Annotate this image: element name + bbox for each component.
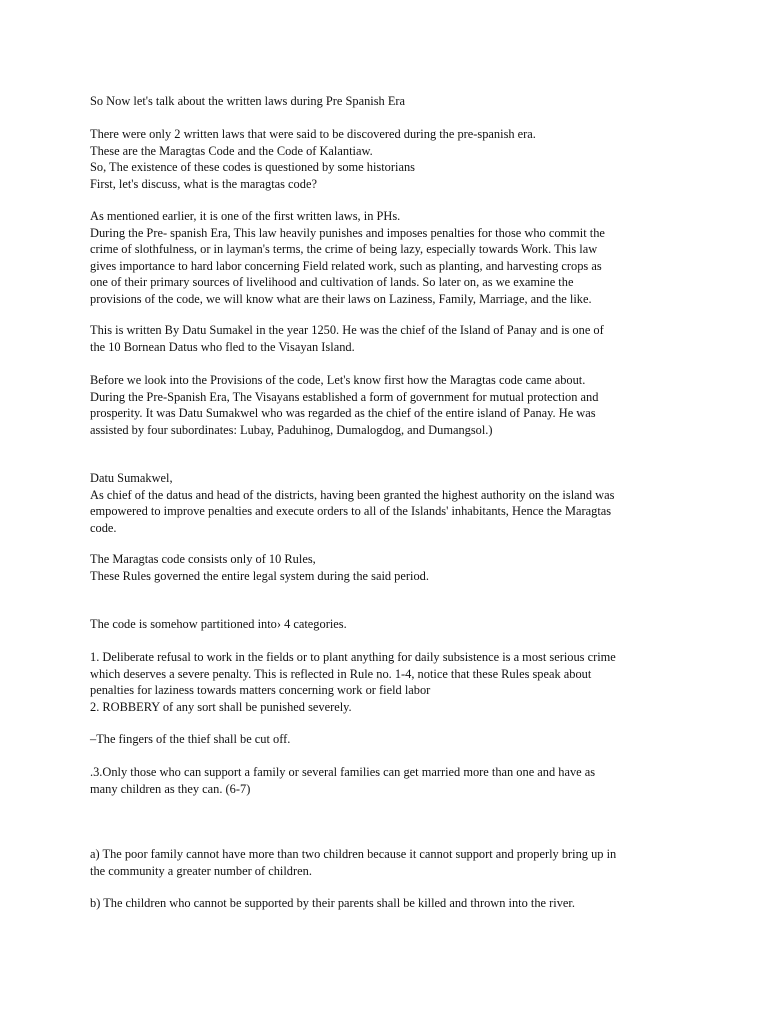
text-line: empowered to improve penalties and execute orders to all of the Islands' inhabitants, Hence the Maragtas xyxy=(90,504,612,518)
text-line: penalties for laziness towards matters concerning work or field labor xyxy=(90,683,431,697)
text-line: many children as they can. (6-7) xyxy=(90,781,251,796)
paragraph-item-a xyxy=(90,846,690,879)
text-line: –The fingers of the thief shall be cut off. xyxy=(90,732,291,746)
paragraph-first-written-law xyxy=(90,208,690,307)
paragraph-ten-rules xyxy=(90,551,690,584)
paragraph-intro xyxy=(90,93,690,110)
text-line: Datu Sumakwel, xyxy=(90,471,173,485)
paragraph-categories xyxy=(90,616,690,633)
text-line: There were only 2 written laws that were said to be discovered during the pre-spanish era. xyxy=(90,127,536,141)
text-line: the community a greater number of children. xyxy=(90,863,312,878)
text-line: 2. ROBBERY of any sort shall be punished severely. xyxy=(90,699,352,714)
text-line: provisions of the code, we will know what are their laws on Laziness, Family, Marriage, and the like. xyxy=(90,291,592,306)
paragraph-datu-sumakwel xyxy=(90,470,690,536)
text-line: The Maragtas code consists only of 10 Rules, xyxy=(90,552,316,566)
text-line: b) The children who cannot be supported by their parents shall be killed and thrown into the river. xyxy=(90,896,575,910)
text-line: During the Pre-Spanish Era, The Visayans established a form of government for mutual protection and xyxy=(90,389,599,404)
text-line: So Now let's talk about the written laws during Pre Spanish Era xyxy=(90,94,406,108)
text-line: The code is somehow partitioned into› 4 categories. xyxy=(90,617,347,631)
text-line: Before we look into the Provisions of the code, Let's know first how the Maragtas code came about. xyxy=(90,373,586,387)
text-line: which deserves a severe penalty. This is reflected in Rule no. 1-4, notice that these Rules speak about xyxy=(90,666,592,681)
text-line: So, The existence of these codes is questioned by some historians xyxy=(90,160,415,174)
text-line: a) The poor family cannot have more than two children because it cannot support and properly bring up in xyxy=(90,847,617,861)
text-line: assisted by four subordinates: Lubay, Paduhinog, Dumalogdog, and Dumangsol.) xyxy=(90,422,493,437)
text-line: During the Pre- spanish Era, This law heavily punishes and imposes penalties for those who commit the xyxy=(90,225,605,240)
text-line: prosperity. It was Datu Sumakwel who was regarded as the chief of the entire island of Panay. He was xyxy=(90,406,596,420)
text-line: This is written By Datu Sumakel in the year 1250. He was the chief of the Island of Panay and is one of xyxy=(90,323,604,337)
text-line: .3.Only those who can support a family or several families can get married more than one and have as xyxy=(90,765,596,779)
paragraph-rule-3 xyxy=(90,764,690,797)
text-line: As chief of the datus and head of the districts, having been granted the highest authority on the island was xyxy=(90,487,615,502)
paragraph-thief-penalty xyxy=(90,731,690,748)
text-line: As mentioned earlier, it is one of the first written laws, in PHs. xyxy=(90,209,401,223)
paragraph-origin xyxy=(90,372,690,438)
text-line: 1. Deliberate refusal to work in the fields or to plant anything for daily subsistence is a most serious crime xyxy=(90,650,616,664)
text-line: First, let's discuss, what is the maragtas code? xyxy=(90,176,317,191)
text-line: one of their primary sources of livelihood and cultivation of lands. So later on, as we examine the xyxy=(90,275,574,289)
text-line: These are the Maragtas Code and the Code of Kalantiaw. xyxy=(90,143,373,158)
paragraph-author xyxy=(90,322,690,355)
text-line: gives importance to hard labor concerning Field related work, such as planting, and harvesting crops as xyxy=(90,258,602,273)
paragraph-item-b xyxy=(90,895,690,912)
text-line: the 10 Bornean Datus who fled to the Visayan Island. xyxy=(90,339,355,354)
text-line: code. xyxy=(90,520,117,535)
text-line: crime of slothfulness, or in layman's terms, the crime of being lazy, especially towards Work. This law xyxy=(90,242,598,256)
paragraph-written-laws xyxy=(90,126,690,192)
paragraph-rules-1-2 xyxy=(90,649,690,715)
text-line: These Rules governed the entire legal system during the said period. xyxy=(90,568,429,583)
